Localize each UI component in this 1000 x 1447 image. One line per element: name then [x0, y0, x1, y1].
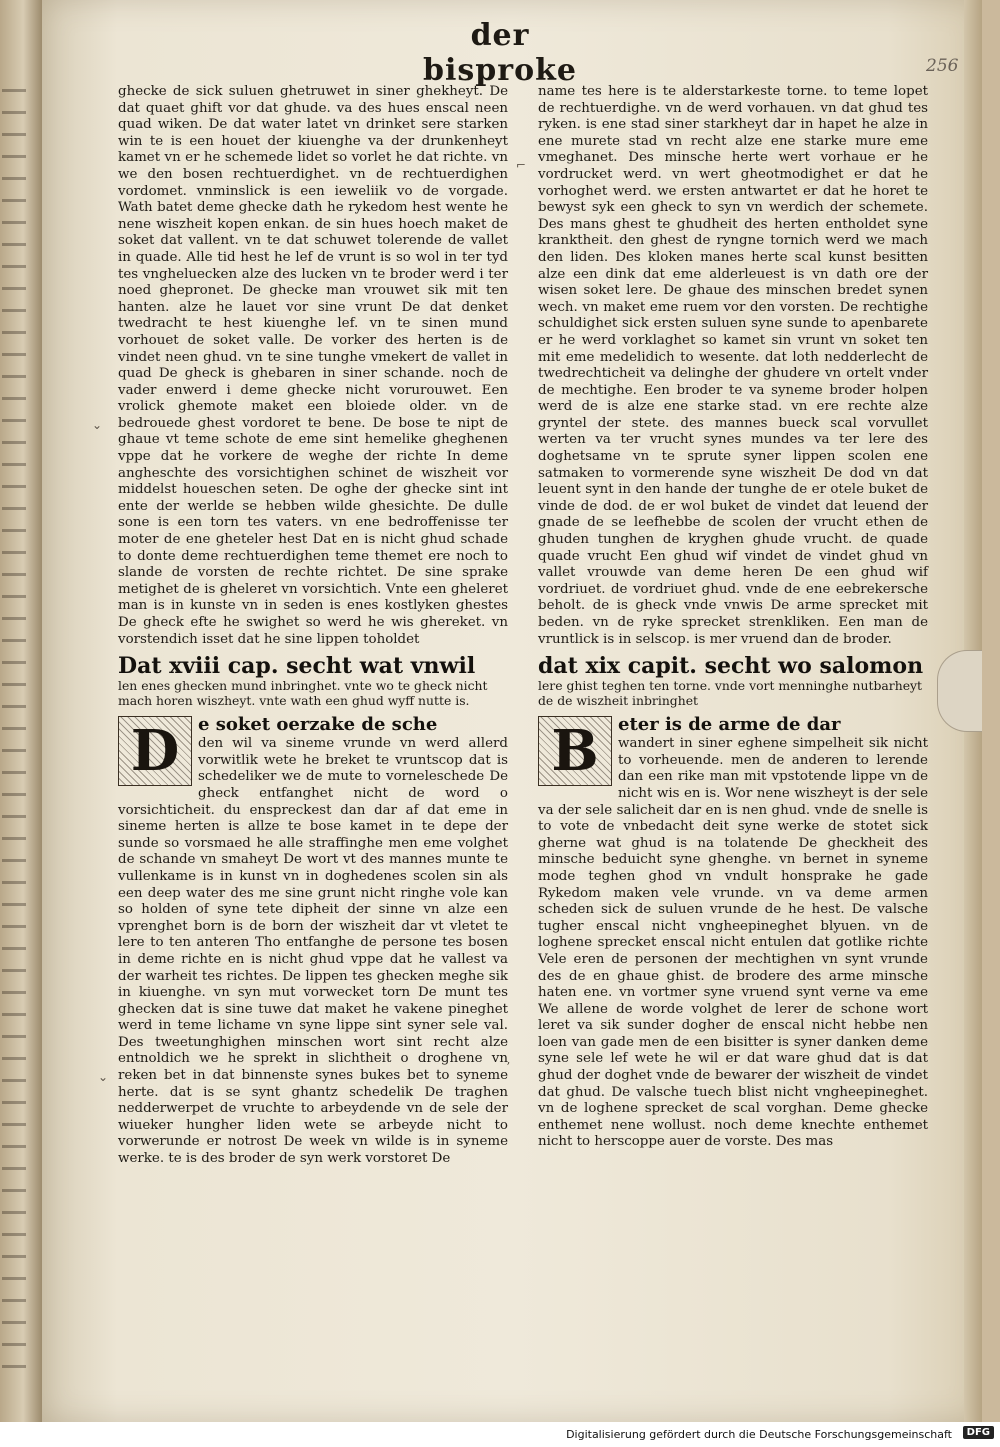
chapter-heading: dat xix capit. secht wo salomon: [538, 653, 924, 680]
folio-number: 256: [926, 56, 959, 76]
page-tab-marker: [937, 650, 982, 732]
left-paragraph: ghecke de sick suluen ghetruwet in siner ghekheyt. De dat quaet ghift vor dat ghude. va des hues enscal neen quad wiken. De dat water latet vn drinket sere starken win te is een houet der kiuenghe va der drunkenheyt kamet vn er he schemede lidet so vorlet he dat richte. vn we den bosen rechtuerdighet. vn de rechtuerdighen vordomet. vnminslick is een ieweliik vo de vorgade. Wath batet deme ghecke dath he rykedom hest wente he nene wiszheit kopen enkan. de sin hues hoech maket de soket dat vallent. vn te dat schuwet tolerende de vallet in quade. Alle tid hest he lef de vrunt is so wol in ter tyd tes vngheluecken alze des lucken vn te broder werd i ter noed ghepronet. De ghecke man vrouwet sik mit ten hanten. alze he lauet vor sine vrunt De dat denket twedracht te hest kiuenghe lef. vn te sinen mund vorhouet de soket valle. De vorker des herten is de vindet neen ghud. vn te sine tunghe vmekert de vallet in quad De gheck is ghebaren in siner schande. noch de vader enwerd i deme ghecke nicht vorurouwet. Een vrolick ghemote maket een bloiede older. vn de bedrouede ghest vordoret te bene. De bose te nipt de ghaue vt teme schote de eme sint hemelike gheghenen vppe dat he vorkere de weghe der richte In deme angheschte des vorsichtighen schinet de wiszheit vor middelst houeschen seten. De oghe der ghecke sint int ente der werlde se hebben wilde ghesichte. De dulle sone is een torn tes vaters. vn ene bedroffenisse ter moter de ene gheteler hest Dat en is nicht ghud schade to donte deme rechtuerdighen teme themet ere noch to slande de vorsten de rechte richtet. De sine sprake metighet de is gheleret vn vorsichtich. Vnte een gheleret man is in kunste vn in seden is enes kostlyken ghestes De gheck efte he swighet so werd he wis ghereket. vn vorstendich isset dat he sine lippen toholdet: [118, 84, 508, 647]
chapter-text: wandert in siner eghene simpelheit sik nicht to vorheuende. men de anderen to lerende dan een rike man mit vpstotende lippe vn de nicht wis en is. Wor nene wiszheyt is der sele va der sele salicheit dar en is nen ghud. vnde de snelle is to vote de vnbedacht deit syne werke de stotet sick gherne wat ghud is na tolatende De gheckheit des minsche beduicht syne ghenghe. vn bernet in syneme mode teghen ghod vn vndult honsprake he gade Rykedom maken vele vrunde. vn va deme armen scheden sick de suluen vrunde de he hest. De valsche tugher enscal nicht vngheepineghet blyuen. vn de loghene sprecket enscal nicht entulen dat gotlike richte Vele eren de personen der mechtighen vn synt vrunde des de en ghaue ghist. de brodere des arme minsche haten ene. vn vortmer syne vruend synt verne va eme We allene de worde volghet de lerer de schone wort leret va sik sunder dogher de enscal nicht hebbe nen loen van gade men de een bisitter is syner danken deme syne sele lef wete he wil er dat ware ghud dat is dat ghud der doghet vnde de bewarer der wiszheit de vindet dat ghud. De valsche tuech blist nicht vngheepineghet. vn de loghene sprecket de scal vorghan. Deme ghecke enthemet nene wollust. noch deme knechte enthemet nicht to herscoppe auer de vorste. Des mas: [538, 736, 928, 1150]
margin-annotation-mark: ⌄: [98, 1070, 109, 1084]
footer-bar: [0, 1422, 1000, 1447]
margin-annotation-mark: ⌐: [516, 158, 527, 172]
decorated-initial: [538, 716, 612, 786]
chapter-heading: Dat xviii cap. secht wat vnwil: [118, 653, 476, 680]
chapter-first-line: eter is de arme de dar: [618, 714, 841, 736]
decorated-initial: [118, 716, 192, 786]
chapter-summary: lere ghist teghen ten torne. vnde vort menninghe nutbarheyt de de wiszheit inbringhet: [538, 678, 923, 708]
chapter-body: [538, 714, 928, 1151]
right-paragraph: name tes here is te alderstarkeste torne. to teme lopet de rechtuerdighe. vn de werd vorhauen. vn dat ghud tes ryken. is ene stad siner starkheyt dar in hapet he alze in ene murete stad vn recht alze ene starke mure eme vmeghanet. Des minsche herte wert vorhaue er he vordrucket werd. vn wert gheotmodighet er dat he vorhoghet werd. we ersten antwartet er dat he horet te bewyst syk een gheck to syn vn werdich der schemete. Des mans ghest te ghudheit des herten entholdet syne kranktheit. den ghest de ryngne tornich werd we mach den liden. Des kloken manes herte scal kunst besitten alze een dink dat eme alderleuest is vn dath ore der wisen soket lere. De ghaue des minschen bredet synen wech. vn maket eme ruem vor den vorsten. De rechtighe schuldighet sick ersten suluen syne sunde to apenbarete er he werd vorklaghet so kamet sin vrunt vn soket ten mit eme medelidich to wesente. dat loth nedderlecht de twedrechticheit va delinghe der ghudere vn ortelt vnder de mechtighe. Een broder te va syneme broder holpen werd de is alze ene starke stad. vn ere rechte alze gryntel der stete. des mannes bueck scal vorvullet werten va ter vrucht synes mundes va ter lere des doghetsame vn te sprute syner lippen scolen ene satmaken to vormerende syne wiszheit De dod vn dat leuent synt in den hande der tunghe de er otele buket de vinde de dod. de er wol buket de vindet dat leuend der gnade de se leefhebbe de scolen der vrucht ethen de ghuden tunghen de kryghen ghude vrucht. de quade quade vrucht Een ghud wif vindet de vindet ghud vn vallet vrouwde van deme heren De een ghud wif vordriuet. de vordriuet ghud. vnde de ene eebrekersche beholt. de is gheck vnde vnwis De arme sprecket mit beden. vn de ryke sprecket strenkliken. Een man de vruntlick is in selscop. is mer vruend dan de broder.: [538, 84, 928, 647]
initial-letter: D: [119, 717, 191, 785]
margin-annotation-mark: ʼ: [506, 1060, 510, 1074]
initial-letter: B: [539, 717, 611, 785]
margin-annotation-mark: ⌄: [92, 418, 103, 432]
running-head: der bisproke: [423, 18, 577, 88]
previous-page-text-fringe: [2, 80, 26, 1380]
left-column: [118, 84, 508, 1173]
chapter-text: den wil va sineme vrunde vn werd allerd vorwitlik wete he breket te vruntscop dat is schedeliker we de mute to vorneleschede De gheck entfanghet nicht de word o vorsichticheit. du enspreckest dan dar af dat eme in sineme herten is allze te bose kamet in te depe der sunde so vorsmaed he alle straffinghe men eme volghet de schande vn smaheyt De wort vt des mannes munte te vullenkame is in kunst vn in doghedenes scolen sin als een deep water des me sine grunt nicht ringhe vole kan so holden of syne tete dipheit der sinne vn alze een vprenghet born is de born der wiszheit dar vt vletet te lere to ten anteren Tho entfanghe de persone tes bosen in deme richte en is nicht ghud vppe dat he vallest va der warheit tes richtes. De lippen tes ghecken meghe sik in kiuenghe. vn syn mut vorwecket torn De munt tes ghecken dat is sine tuwe dat maket he vakene pineghet werd in teme lichame vn syne lippe sint syner sele val. Des tweetunghighen minschen wort sint recht alze entnoldich we he sprekt in slichtheit o droghene vn reken bet in dat binnenste synes bukes bet to syneme herte. dat is se synt ghantz schedelik De traghen nedderwerpet de vruchte to arbeydende vn de sele der wiueker hungher liden wete se arbeyde nicht to vorwerunde er notrost De week vn wilde is in syneme werke. te is des broder de syn werk vorstoret De: [118, 736, 508, 1167]
chapter-first-line: e soket oerzake de sche: [198, 714, 438, 736]
chapter-summary: len enes ghecken mund inbringhet. vnte wo te gheck nicht mach horen wiszheyt. vnte wath een ghud wyff nutte is.: [118, 678, 488, 708]
right-column: [538, 84, 928, 1156]
chapter-body: [118, 714, 508, 1167]
previous-page-edge: [0, 0, 43, 1422]
footer-credit: Digitalisierung gefördert durch die Deutsche Forschungsgemeinschaft: [566, 1428, 952, 1441]
dfg-logo: DFG: [963, 1426, 994, 1439]
